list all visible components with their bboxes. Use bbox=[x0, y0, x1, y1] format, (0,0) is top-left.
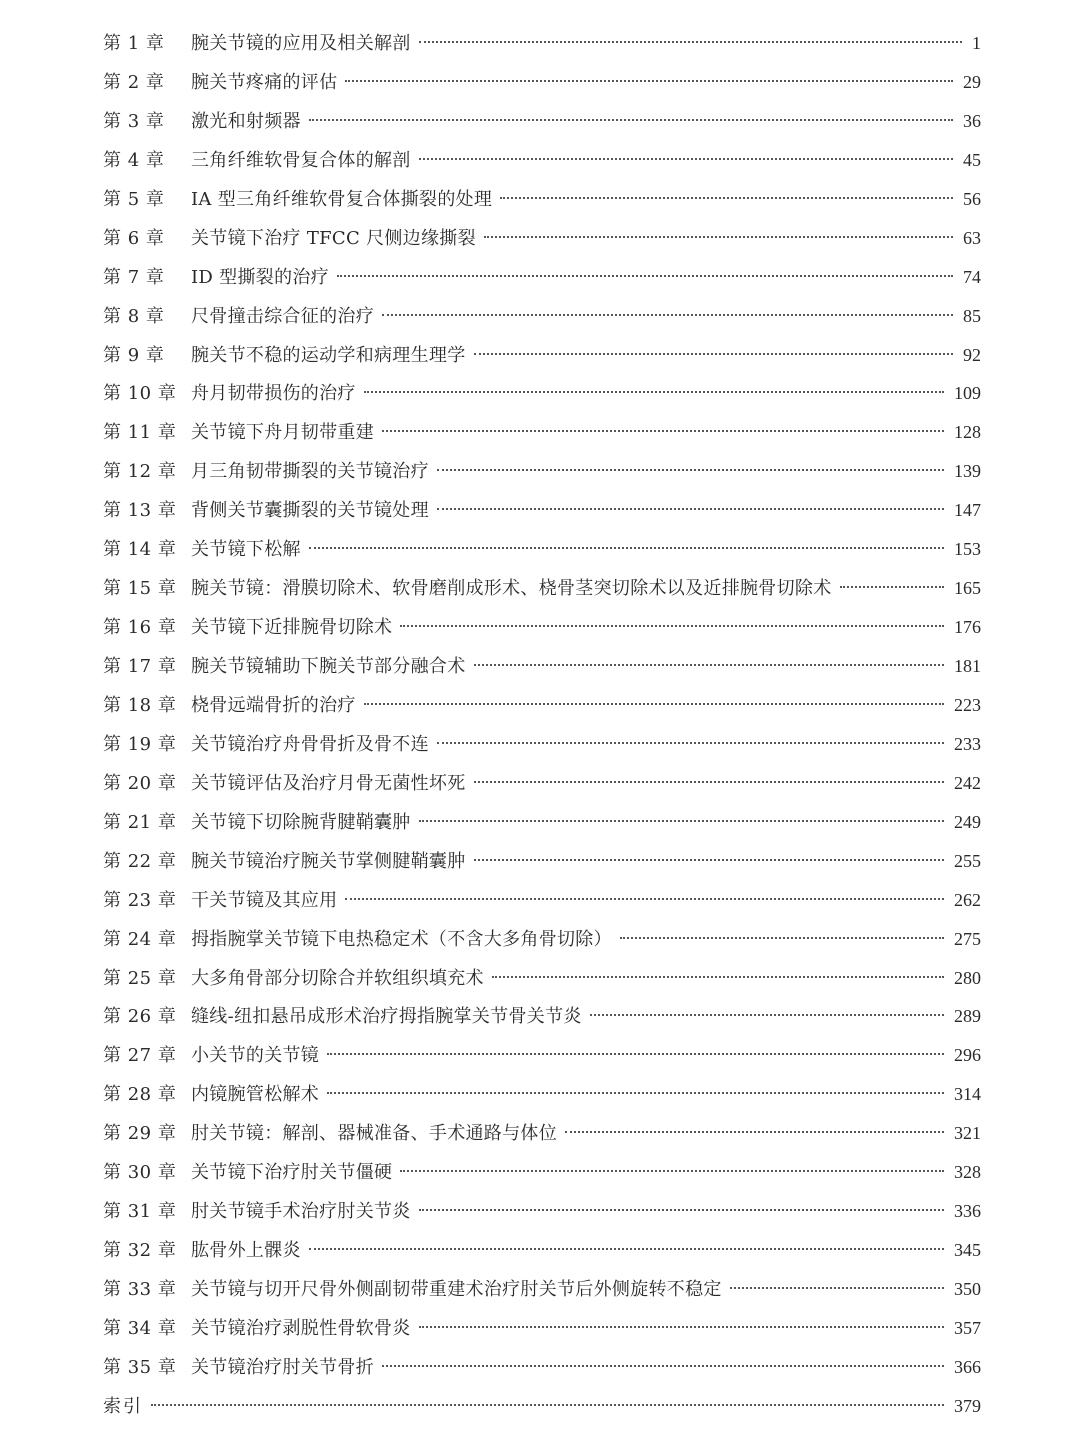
chapter-number: 第 6 章 bbox=[103, 227, 165, 249]
page-number: 29 bbox=[963, 71, 981, 92]
page-number: 296 bbox=[954, 1045, 981, 1066]
dot-leader bbox=[364, 391, 944, 393]
chapter-number: 第 30 章 bbox=[103, 1162, 177, 1184]
chapter-number: 第 4 章 bbox=[103, 149, 165, 171]
toc-entry[interactable] bbox=[103, 374, 981, 413]
dot-leader bbox=[590, 1014, 944, 1016]
chapter-number: 第 34 章 bbox=[103, 1317, 177, 1339]
chapter-title: 腕关节镜：滑膜切除术、软骨磨削成形术、桡骨茎突切除术以及近排腕骨切除术 bbox=[191, 578, 832, 600]
toc-entry[interactable] bbox=[103, 1270, 981, 1309]
toc-entry-index[interactable] bbox=[103, 1387, 981, 1426]
page-number: 249 bbox=[954, 811, 981, 832]
chapter-number: 第 5 章 bbox=[103, 188, 165, 210]
page-number: 165 bbox=[954, 578, 981, 599]
page-number: 147 bbox=[954, 500, 981, 521]
chapter-title: ⅠD 型撕裂的治疗 bbox=[191, 266, 329, 288]
dot-leader bbox=[437, 508, 944, 510]
dot-leader bbox=[484, 236, 953, 238]
chapter-title: 关节镜下舟月韧带重建 bbox=[191, 422, 374, 444]
dot-leader bbox=[474, 353, 954, 355]
dot-leader bbox=[364, 703, 944, 705]
page-number: 153 bbox=[954, 539, 981, 560]
toc-entry[interactable] bbox=[103, 258, 981, 297]
chapter-title: 腕关节镜治疗腕关节掌侧腱鞘囊肿 bbox=[191, 850, 466, 872]
chapter-title: 肱骨外上髁炎 bbox=[191, 1240, 301, 1262]
toc-entry[interactable] bbox=[103, 725, 981, 764]
table-of-contents bbox=[103, 24, 981, 1426]
chapter-number: 第 32 章 bbox=[103, 1240, 177, 1262]
dot-leader bbox=[840, 586, 945, 588]
toc-entry[interactable] bbox=[103, 1036, 981, 1075]
toc-entry[interactable] bbox=[103, 180, 981, 219]
chapter-title: 干关节镜及其应用 bbox=[191, 889, 338, 911]
page-number: 345 bbox=[954, 1240, 981, 1261]
dot-leader bbox=[492, 976, 944, 978]
chapter-title: 三角纤维软骨复合体的解剖 bbox=[191, 149, 411, 171]
toc-entry[interactable] bbox=[103, 842, 981, 881]
dot-leader bbox=[382, 314, 953, 316]
chapter-title: 背侧关节囊撕裂的关节镜处理 bbox=[191, 500, 429, 522]
dot-leader bbox=[309, 119, 953, 121]
page-number: 109 bbox=[954, 383, 981, 404]
page-number: 366 bbox=[954, 1356, 981, 1377]
dot-leader bbox=[419, 1326, 944, 1328]
chapter-number: 第 7 章 bbox=[103, 266, 165, 288]
page-number: 336 bbox=[954, 1201, 981, 1222]
dot-leader bbox=[500, 197, 953, 199]
chapter-number: 第 24 章 bbox=[103, 928, 177, 950]
page-number: 255 bbox=[954, 850, 981, 871]
page-number: 176 bbox=[954, 617, 981, 638]
chapter-number: 第 11 章 bbox=[103, 422, 177, 444]
page-number: 139 bbox=[954, 461, 981, 482]
chapter-title: ⅠA 型三角纤维软骨复合体撕裂的处理 bbox=[191, 188, 493, 210]
toc-entry[interactable] bbox=[103, 336, 981, 375]
toc-entry[interactable] bbox=[103, 1114, 981, 1153]
chapter-title: 内镜腕管松解术 bbox=[191, 1084, 320, 1106]
page-number: 63 bbox=[963, 227, 981, 248]
dot-leader bbox=[400, 1170, 944, 1172]
dot-leader bbox=[620, 937, 944, 939]
dot-leader bbox=[437, 742, 944, 744]
page-number: 45 bbox=[963, 149, 981, 170]
toc-entry[interactable] bbox=[103, 997, 981, 1036]
chapter-title: 腕关节镜的应用及相关解剖 bbox=[191, 33, 411, 54]
page-number: 92 bbox=[963, 344, 981, 365]
chapter-title: 舟月韧带损伤的治疗 bbox=[191, 383, 356, 405]
page-number: 280 bbox=[954, 967, 981, 988]
page-number: 1 bbox=[972, 33, 981, 53]
toc-entry[interactable] bbox=[103, 1192, 981, 1231]
chapter-number: 第 9 章 bbox=[103, 344, 165, 366]
page-number: 56 bbox=[963, 188, 981, 209]
chapter-number: 第 33 章 bbox=[103, 1279, 177, 1300]
chapter-title: 关节镜下松解 bbox=[191, 539, 301, 561]
toc-entry[interactable] bbox=[103, 569, 981, 608]
toc-entry[interactable] bbox=[103, 141, 981, 180]
chapter-title: 尺骨撞击综合征的治疗 bbox=[191, 305, 374, 327]
chapter-title: 腕关节镜辅助下腕关节部分融合术 bbox=[191, 656, 466, 677]
dot-leader bbox=[565, 1131, 944, 1133]
toc-entry[interactable] bbox=[103, 63, 981, 102]
chapter-title: 关节镜下治疗 TFCC 尺侧边缘撕裂 bbox=[191, 227, 476, 249]
chapter-title: 小关节的关节镜 bbox=[191, 1045, 320, 1067]
chapter-title: 激光和射频器 bbox=[191, 110, 301, 132]
toc-entry[interactable] bbox=[103, 24, 981, 63]
page-number: 275 bbox=[954, 928, 981, 949]
dot-leader bbox=[419, 820, 944, 822]
dot-leader bbox=[419, 1209, 944, 1211]
dot-leader bbox=[382, 1365, 944, 1367]
chapter-number: 第 31 章 bbox=[103, 1201, 177, 1223]
dot-leader bbox=[345, 898, 944, 900]
chapter-number: 第 35 章 bbox=[103, 1356, 177, 1378]
chapter-title: 关节镜下治疗肘关节僵硬 bbox=[191, 1162, 393, 1184]
chapter-number: 第 27 章 bbox=[103, 1045, 177, 1067]
toc-entry[interactable] bbox=[103, 1309, 981, 1348]
dot-leader bbox=[730, 1287, 944, 1289]
dot-leader bbox=[345, 80, 953, 82]
chapter-number: 第 8 章 bbox=[103, 305, 165, 327]
chapter-number: 第 22 章 bbox=[103, 850, 177, 872]
chapter-title: 关节镜治疗舟骨骨折及骨不连 bbox=[191, 733, 429, 755]
dot-leader bbox=[400, 625, 944, 627]
chapter-number: 第 21 章 bbox=[103, 811, 177, 833]
toc-entry[interactable] bbox=[103, 491, 981, 530]
page-number: 350 bbox=[954, 1279, 981, 1299]
chapter-title: 拇指腕掌关节镜下电热稳定术（不含大多角骨切除） bbox=[191, 928, 612, 950]
chapter-number: 第 25 章 bbox=[103, 967, 177, 989]
dot-leader bbox=[309, 547, 944, 549]
chapter-number: 第 15 章 bbox=[103, 578, 177, 600]
chapter-title: 腕关节不稳的运动学和病理生理学 bbox=[191, 344, 466, 366]
chapter-title: 关节镜治疗肘关节骨折 bbox=[191, 1356, 374, 1378]
page-number: 357 bbox=[954, 1317, 981, 1338]
chapter-number: 第 13 章 bbox=[103, 500, 177, 522]
page-number: 314 bbox=[954, 1084, 981, 1105]
chapter-number: 第 20 章 bbox=[103, 772, 177, 794]
index-page-number: 379 bbox=[954, 1395, 981, 1416]
chapter-number: 第 2 章 bbox=[103, 71, 165, 93]
index-title: 索引 bbox=[103, 1395, 143, 1417]
toc-entry[interactable] bbox=[103, 297, 981, 336]
page-number: 223 bbox=[954, 694, 981, 715]
chapter-number: 第 18 章 bbox=[103, 694, 177, 716]
chapter-title: 关节镜下切除腕背腱鞘囊肿 bbox=[191, 811, 411, 833]
chapter-title: 大多角骨部分切除合并软组织填充术 bbox=[191, 967, 484, 989]
page-number: 262 bbox=[954, 889, 981, 910]
toc-entry[interactable] bbox=[103, 1153, 981, 1192]
page-number: 321 bbox=[954, 1123, 981, 1144]
chapter-title: 关节镜下近排腕骨切除术 bbox=[191, 617, 393, 639]
toc-entry[interactable] bbox=[103, 1075, 981, 1114]
dot-leader bbox=[419, 158, 953, 160]
dot-leader bbox=[327, 1092, 944, 1094]
chapter-title: 桡骨远端骨折的治疗 bbox=[191, 694, 356, 716]
dot-leader bbox=[151, 1404, 944, 1406]
chapter-number: 第 17 章 bbox=[103, 656, 177, 677]
dot-leader bbox=[437, 469, 944, 471]
chapter-number: 第 28 章 bbox=[103, 1084, 177, 1106]
chapter-number: 第 14 章 bbox=[103, 539, 177, 561]
toc-entry[interactable] bbox=[103, 1348, 981, 1387]
toc-entry[interactable] bbox=[103, 1231, 981, 1270]
toc-entry[interactable] bbox=[103, 881, 981, 920]
page-number: 289 bbox=[954, 1006, 981, 1027]
chapter-title: 关节镜治疗剥脱性骨软骨炎 bbox=[191, 1317, 411, 1339]
chapter-number: 第 26 章 bbox=[103, 1006, 177, 1028]
page-number: 128 bbox=[954, 422, 981, 443]
chapter-number: 第 12 章 bbox=[103, 461, 177, 483]
toc-entry[interactable] bbox=[103, 920, 981, 959]
chapter-number: 第 29 章 bbox=[103, 1123, 177, 1145]
dot-leader bbox=[337, 275, 953, 277]
toc-entry[interactable] bbox=[103, 219, 981, 258]
chapter-number: 第 3 章 bbox=[103, 110, 165, 132]
chapter-number: 第 10 章 bbox=[103, 383, 177, 405]
chapter-title: 月三角韧带撕裂的关节镜治疗 bbox=[191, 461, 429, 483]
chapter-title: 肘关节镜手术治疗肘关节炎 bbox=[191, 1201, 411, 1223]
page-number: 328 bbox=[954, 1162, 981, 1183]
chapter-title: 肘关节镜：解剖、器械准备、手术通路与体位 bbox=[191, 1123, 557, 1145]
chapter-number: 第 23 章 bbox=[103, 889, 177, 911]
toc-entry[interactable] bbox=[103, 959, 981, 998]
toc-entry[interactable] bbox=[103, 764, 981, 803]
page-number: 85 bbox=[963, 305, 981, 326]
page-number: 36 bbox=[963, 110, 981, 131]
chapter-number: 第 1 章 bbox=[103, 33, 165, 54]
toc-entry[interactable] bbox=[103, 530, 981, 569]
dot-leader bbox=[474, 859, 945, 861]
toc-entry[interactable] bbox=[103, 647, 981, 686]
dot-leader bbox=[474, 664, 945, 666]
page-number: 242 bbox=[954, 772, 981, 793]
chapter-title: 关节镜与切开尺骨外侧副韧带重建术治疗肘关节后外侧旋转不稳定 bbox=[191, 1279, 722, 1300]
toc-entry[interactable] bbox=[103, 803, 981, 842]
toc-entry[interactable] bbox=[103, 452, 981, 491]
chapter-title: 缝线-纽扣悬吊成形术治疗拇指腕掌关节骨关节炎 bbox=[191, 1006, 582, 1028]
chapter-title: 腕关节疼痛的评估 bbox=[191, 71, 338, 93]
chapter-number: 第 16 章 bbox=[103, 617, 177, 639]
dot-leader bbox=[327, 1053, 944, 1055]
toc-entry[interactable] bbox=[103, 102, 981, 141]
page-number: 181 bbox=[954, 656, 981, 676]
dot-leader bbox=[474, 781, 945, 783]
chapter-title: 关节镜评估及治疗月骨无菌性坏死 bbox=[191, 772, 466, 794]
page-number: 74 bbox=[963, 266, 981, 287]
page-number: 233 bbox=[954, 733, 981, 754]
dot-leader bbox=[382, 430, 944, 432]
dot-leader bbox=[419, 41, 962, 43]
dot-leader bbox=[309, 1248, 944, 1250]
chapter-number: 第 19 章 bbox=[103, 733, 177, 755]
toc-entry[interactable] bbox=[103, 686, 981, 725]
toc-entry[interactable] bbox=[103, 608, 981, 647]
toc-entry[interactable] bbox=[103, 413, 981, 452]
